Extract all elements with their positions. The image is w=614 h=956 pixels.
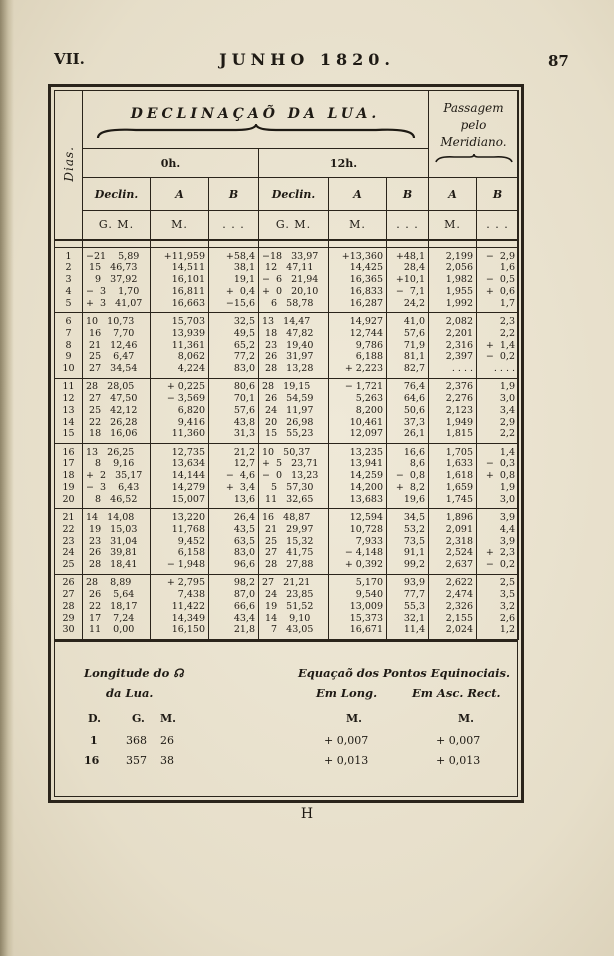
group-b-12h: +48,1 28,4 +10,1 − 7,1 24,2 [387,248,429,313]
group-b-passagem: 1,4 − 0,3 + 0,8 1,9 3,0 [477,443,519,508]
group-days: 1 2 3 4 5 [55,248,83,313]
group-b-passagem: 1,9 3,0 3,4 2,9 2,2 [477,378,519,443]
group-declin-12h: 16 48,87 21 29,97 25 15,32 27 41,75 28 27,88 [259,509,329,574]
group-b-0h: 32,5 49,5 65,2 77,2 83,0 [209,313,259,378]
group-a-0h: + 2,795 7,438 11,422 14,349 16,150 [151,574,209,639]
col-declin-0h: Declin. [83,178,151,211]
group-a-0h: 12,735 13,634 14,144 14,279 15,007 [151,443,209,508]
row-1-asc: + 0,007 [436,734,481,747]
hour-0-header: 0h. [83,149,259,178]
group-b-12h: 76,4 64,6 50,6 37,3 26,1 [387,378,429,443]
passagem-line-3: Meridiano. [440,135,507,150]
passagem-line-1: Passagem [443,101,504,116]
passagem-line-2: pelo [460,118,487,133]
row-2-degrees: 357 [126,754,147,767]
row-1-degrees: 368 [126,734,147,747]
lower-section [54,640,518,796]
header-separator [55,240,519,248]
unit-b-12h: . . . [387,211,429,240]
unit-a-12h: M. [329,211,387,240]
col-b-0h: B [209,178,259,211]
group-b-0h: 26,4 43,5 63,5 83,0 96,6 [209,509,259,574]
group-declin-12h: −18 33,97 12 47,11 − 6 21,94 + 0 20,10 6 58,78 [259,248,329,313]
group-a-0h: +11,959 14,511 16,101 16,811 16,663 [151,248,209,313]
unit-declin-12h: G. M. [259,211,329,240]
group-a-passagem: 2,622 2,474 2,326 2,155 2,024 [429,574,477,639]
group-b-0h: +58,4 38,1 19,1 + 0,4 −15,6 [209,248,259,313]
em-long-label: Em Long. [316,686,378,700]
group-declin-0h: 13 26,25 8 9,16 + 2 35,17 − 3 6,43 8 46,52 [83,443,151,508]
group-declin-0h: 28 28,05 27 47,50 25 42,12 22 26,28 18 16,06 [83,378,151,443]
brace-ornament [96,124,416,140]
group-days: 6 7 8 9 10 [55,313,83,378]
row-2-minutes: 38 [160,754,174,767]
row-1-long: + 0,007 [324,734,369,747]
row-1-minutes: 26 [160,734,174,747]
table-row-group [55,509,519,574]
group-declin-12h: 13 14,47 18 47,82 23 19,40 26 31,97 28 13,28 [259,313,329,378]
table-row-group [55,313,519,378]
group-days: 26 27 28 29 30 [55,574,83,639]
passagem-brace-ornament [434,153,514,163]
unit-declin-0h: G. M. [83,211,151,240]
table-row-group [55,443,519,508]
declination-table [54,90,519,640]
group-days: 11 12 13 14 15 [55,378,83,443]
group-days: 16 17 18 19 20 [55,443,83,508]
group-a-12h: 14,927 12,744 9,786 6,188 + 2,223 [329,313,387,378]
equacao-title: Equaçaõ dos Pontos Equinociais. [298,666,511,680]
group-a-0h: 15,703 13,939 11,361 8,062 4,224 [151,313,209,378]
group-declin-12h: 10 50,37 + 5 23,71 − 0 13,23 5 57,30 11 32,65 [259,443,329,508]
group-a-12h: 13,235 13,941 14,259 14,200 13,683 [329,443,387,508]
col-head-g: G. [132,712,145,725]
col-a-0h: A [151,178,209,211]
group-a-passagem: 2,082 2,201 2,316 2,397 . . . . [429,313,477,378]
group-declin-0h: −21 5,89 15 46,73 9 37,92 − 3 1,70 + 3 41,07 [83,248,151,313]
group-b-0h: 80,6 70,1 57,6 43,8 31,3 [209,378,259,443]
row-2-asc: + 0,013 [436,754,481,767]
group-a-12h: − 1,721 5,263 8,200 10,461 12,097 [329,378,387,443]
group-b-0h: 98,2 87,0 66,6 43,4 21,8 [209,574,259,639]
group-a-0h: + 0,225 − 3,569 6,820 9,416 11,360 [151,378,209,443]
group-b-passagem: − 2,9 1,6 − 0,5 + 0,6 1,7 [477,248,519,313]
unit-b-passagem: . . . [477,211,519,240]
group-a-passagem: 1,896 2,091 2,318 2,524 2,637 [429,509,477,574]
longitude-title: Longitude do ☊ [84,666,184,680]
group-days: 21 22 23 24 25 [55,509,83,574]
group-declin-12h: 27 21,21 24 23,85 19 51,52 14 9,10 7 43,05 [259,574,329,639]
unit-a-passagem: M. [429,211,477,240]
col-declin-12h: Declin. [259,178,329,211]
group-b-12h: 34,5 53,2 73,5 91,1 99,2 [387,509,429,574]
em-asc-rect-label: Em Asc. Rect. [412,686,501,700]
group-a-passagem: 1,705 1,633 1,618 1,659 1,745 [429,443,477,508]
col-head-m: M. [160,712,177,725]
group-b-passagem: 3,9 4,4 3,9 + 2,3 − 0,2 [477,509,519,574]
group-b-passagem: 2,3 2,2 + 1,4 − 0,2 . . . . [477,313,519,378]
group-b-passagem: 2,5 3,5 3,2 2,6 1,2 [477,574,519,639]
group-a-passagem: 2,199 2,056 1,982 1,955 1,992 [429,248,477,313]
group-b-12h: 41,0 57,6 71,9 81,1 82,7 [387,313,429,378]
group-declin-0h: 10 10,73 16 7,70 21 12,46 25 6,47 27 34,54 [83,313,151,378]
group-b-12h: 16,6 8,6 − 0,8 + 8,2 19,6 [387,443,429,508]
group-a-12h: 5,170 9,540 13,009 15,373 16,671 [329,574,387,639]
longitude-subtitle: da Lua. [106,686,154,700]
declination-title: DECLINAÇAÕ DA LUA. [130,105,381,122]
header-month-title: JUNHO 1820. [219,50,395,69]
group-a-12h: 12,594 10,728 7,933 − 4,148 + 0,392 [329,509,387,574]
unit-b-0h: . . . [209,211,259,240]
col-head-long-m: M. [346,712,363,725]
hour-12-header: 12h. [259,149,429,178]
dias-label: Dias. [61,145,76,182]
row-2-long: + 0,013 [324,754,369,767]
group-a-0h: 13,220 11,768 9,452 6,158 − 1,948 [151,509,209,574]
row-2-day: 16 [84,754,100,767]
header-page-number: 87 [548,52,569,70]
group-a-12h: +13,360 14,425 16,365 16,833 16,287 [329,248,387,313]
col-a-12h: A [329,178,387,211]
group-declin-12h: 28 19,15 26 54,59 24 11,97 20 26,98 15 55,23 [259,378,329,443]
col-b-12h: B [387,178,429,211]
col-head-d: D. [88,712,101,725]
group-a-passagem: 2,376 2,276 2,123 1,949 1,815 [429,378,477,443]
row-1-day: 1 [90,734,98,747]
col-a-passagem: A [429,178,477,211]
header-month-number: VII. [54,50,85,68]
col-head-asc-m: M. [458,712,475,725]
col-b-passagem: B [477,178,519,211]
group-b-0h: 21,2 12,7 − 4,6 + 3,4 13,6 [209,443,259,508]
table-row-group [55,378,519,443]
dias-column-header [55,91,83,240]
declination-title-cell [83,91,429,149]
signature-mark: H [300,806,314,822]
group-b-12h: 93,9 77,7 55,3 32,1 11,4 [387,574,429,639]
group-declin-0h: 14 14,08 19 15,03 23 31,04 26 39,81 28 18,41 [83,509,151,574]
table-row-group [55,574,519,639]
passagem-header [429,91,519,178]
table-row-group [55,248,519,313]
group-declin-0h: 28 8,89 26 5,64 22 18,17 17 7,24 11 0,00 [83,574,151,639]
unit-a-0h: M. [151,211,209,240]
